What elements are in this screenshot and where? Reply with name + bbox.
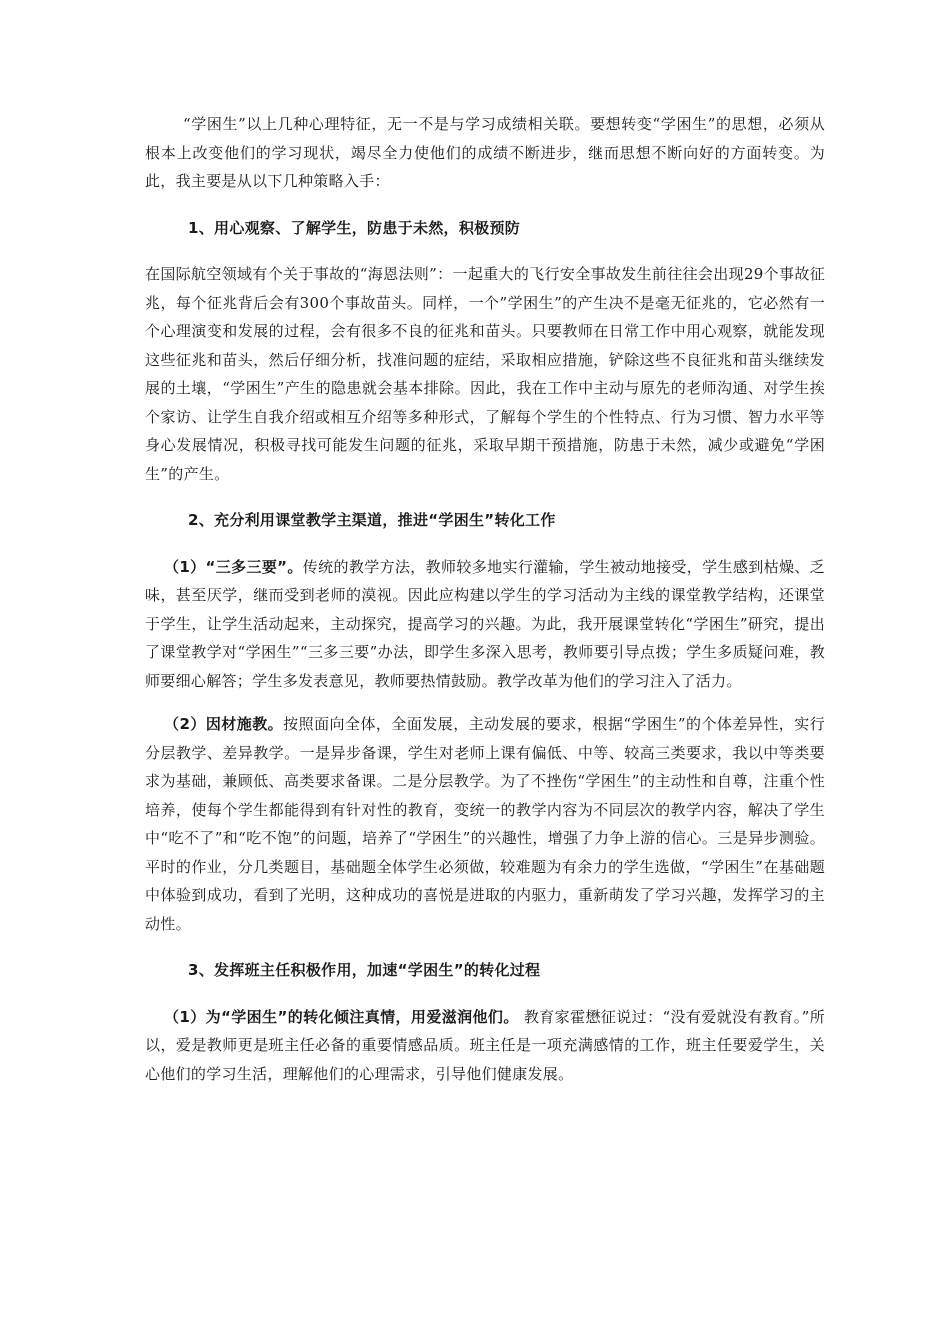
subsection-2-1-paragraph (145, 553, 825, 696)
section-heading-3: 3、发挥班主任积极作用，加速“学困生”的转化过程 (188, 961, 541, 979)
subsection-3-1-title: （1）为“学困生”的转化倾注真情，用爱滋润他们。 (164, 1007, 519, 1026)
section-heading-2: 2、充分利用课堂教学主渠道，推进“学困生”转化工作 (188, 511, 556, 529)
subsection-3-1-paragraph (145, 1003, 825, 1089)
subsection-2-2-title: （2）因材施教。 (164, 715, 284, 733)
subsection-2-1-title: （1）“三多三要”。 (164, 557, 303, 576)
subsection-2-2-paragraph (145, 710, 825, 938)
section-heading-1: 1、用心观察、了解学生，防患于未然，积极预防 (188, 218, 521, 237)
section-1-paragraph: 在国际航空领域有个关于事故的“海恩法则”：一起重大的飞行安全事故发生前往往会出现29个事故征兆，每个征兆背后会有300个事故苗头。同样，一个”学困生”的产生决不是毫无征兆的，它必然有一个心理演变和发展的过程，会有很多不良的征兆和苗头。只要教师在日常工作中用心观察，就能发现这些征兆和苗头，然后仔细分析，找准问题的症结，采取相应措施，铲除这些不良征兆和苗头继续发展的土壤，“学困生”产生的隐患就会基本排除。因此，我在工作中主动与原先的老师沟通、对学生挨个家访、让学生自我介绍或相互介绍等多种形式，了解每个学生的个性特点、行为习惯、智力水平等身心发展情况，积极寻找可能发生问题的征兆，采取早期干预措施，防患于未然，减少或避免“学困生”的产生。 (145, 265, 825, 483)
subsection-3-1-body: 教育家霍懋征说过：“没有爱就没有教育。”所以，爱是教师更是班主任必备的重要情感品质。班主任是一项充满感情的工作，班主任要爱学生，关心他们的学习生活，理解他们的心理需求，引导他们健康发展。 (145, 1007, 825, 1083)
subsection-2-1-body: 传统的教学方法，教师较多地实行灌输，学生被动地接受，学生感到枯燥、乏味，甚至厌学，继而受到老师的漠视。因此应构建以学生的学习活动为主线的课堂教学结构，还课堂于学生，让学生活动起来，主动探究，提高学习的兴趣。为此，我开展课堂转化“学困生”研究，提出了课堂教学对“学困生”“三多三要”办法，即学生多深入思考，教师要引导点拨；学生多质疑问难，教师要细心解答；学生多发表意见，教师要热情鼓励。教学改革为他们的学习注入了活力。 (145, 557, 825, 690)
document-page (145, 110, 825, 1088)
intro-paragraph: “学困生”以上几种心理特征，无一不是与学习成绩相关联。要想转变“学困生”的思想，必须从根本上改变他们的学习现状，竭尽全力使他们的成绩不断进步，继而思想不断向好的方面转变。为此，我主要是从以下几种策略入手： (145, 115, 825, 190)
subsection-2-2-body: 按照面向全体，全面发展，主动发展的要求，根据“学困生”的个体差异性，实行分层教学、差异教学。一是异步备课，学生对老师上课有偏低、中等、较高三类要求，我以中等类要求为基础，兼顾低、高类要求备课。二是分层教学。为了不挫伤“学困生”的主动性和自尊，注重个性培养，使每个学生都能得到有针对性的教育，变统一的教学内容为不同层次的教学内容，解决了学生中“吃不了”和“吃不饱”的问题，培养了“学困生”的兴趣性，增强了力争上游的信心。三是异步测验。平时的作业，分几类题目，基础题全体学生必须做，较难题为有余力的学生选做，“学困生”在基础题中体验到成功，看到了光明，这种成功的喜悦是进取的内驱力，重新萌发了学习兴趣，发挥学习的主动性。 (145, 715, 826, 933)
